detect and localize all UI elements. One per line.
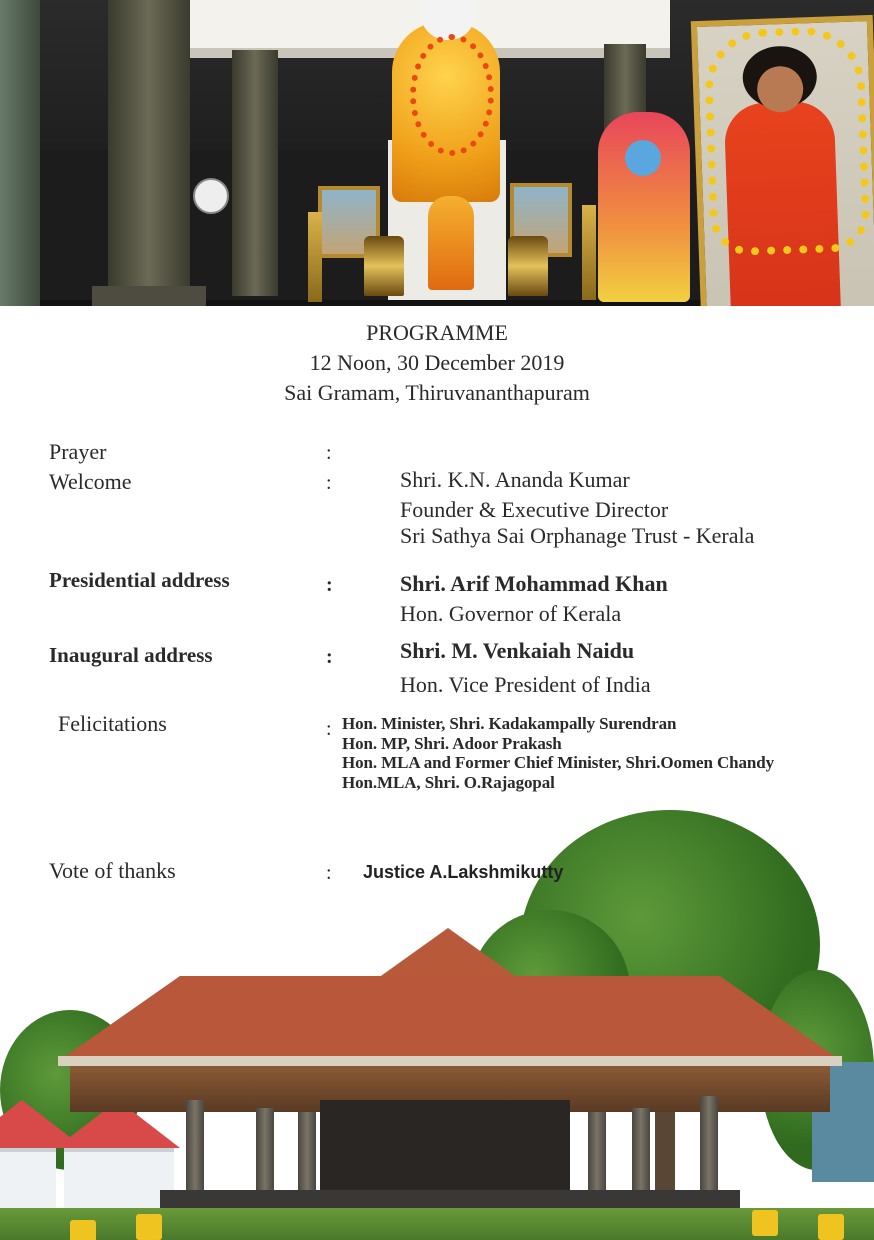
- prayer-label: Prayer: [49, 439, 107, 464]
- thanks-name: Justice A.Lakshmikutty: [363, 862, 564, 882]
- welcome-speaker: [400, 465, 754, 549]
- presidential-speaker: [400, 569, 668, 629]
- programme-venue: Sai Gramam, Thiruvananthapuram: [284, 380, 590, 405]
- felicitation-item: Hon. MP, Shri. Adoor Prakash: [342, 733, 562, 753]
- felicitations-list: [342, 714, 774, 792]
- felicitation-item: Hon. MLA and Former Chief Minister, Shri.Oomen Chandy: [342, 753, 775, 772]
- programme-header: [0, 318, 874, 408]
- prayer-colon: :: [326, 442, 332, 464]
- clock-icon: [193, 178, 229, 214]
- programme-datetime: 12 Noon, 30 December 2019: [309, 350, 565, 375]
- welcome-title: Founder & Executive Director: [400, 497, 669, 522]
- inaugural-name: Shri. M. Venkaiah Naidu: [400, 638, 635, 663]
- felicitations-label: Felicitations: [58, 711, 167, 736]
- presidential-label: Presidential address: [49, 568, 230, 592]
- inaugural-label: Inaugural address: [49, 643, 213, 667]
- welcome-colon: :: [326, 472, 332, 494]
- felicitation-item: Hon. Minister, Shri. Kadakampally Surendran: [342, 714, 677, 733]
- welcome-label: Welcome: [49, 469, 132, 494]
- welcome-org: Sri Sathya Sai Orphanage Trust - Kerala: [400, 523, 755, 548]
- programme-title: PROGRAMME: [366, 320, 508, 345]
- presidential-name: Shri. Arif Mohammad Khan: [400, 571, 668, 596]
- shrine-photo: [0, 0, 874, 306]
- inaugural-colon: :: [326, 646, 333, 668]
- welcome-name: Shri. K.N. Ananda Kumar: [400, 467, 630, 492]
- inaugural-speaker: [400, 636, 651, 700]
- thanks-colon: :: [326, 862, 332, 884]
- inaugural-role: Hon. Vice President of India: [400, 672, 651, 697]
- felicitations-colon: :: [326, 718, 332, 740]
- felicitation-item: Hon.MLA, Shri. O.Rajagopal: [342, 772, 555, 792]
- presidential-role: Hon. Governor of Kerala: [400, 601, 622, 626]
- thanks-label: Vote of thanks: [49, 858, 176, 883]
- presidential-colon: :: [326, 574, 333, 596]
